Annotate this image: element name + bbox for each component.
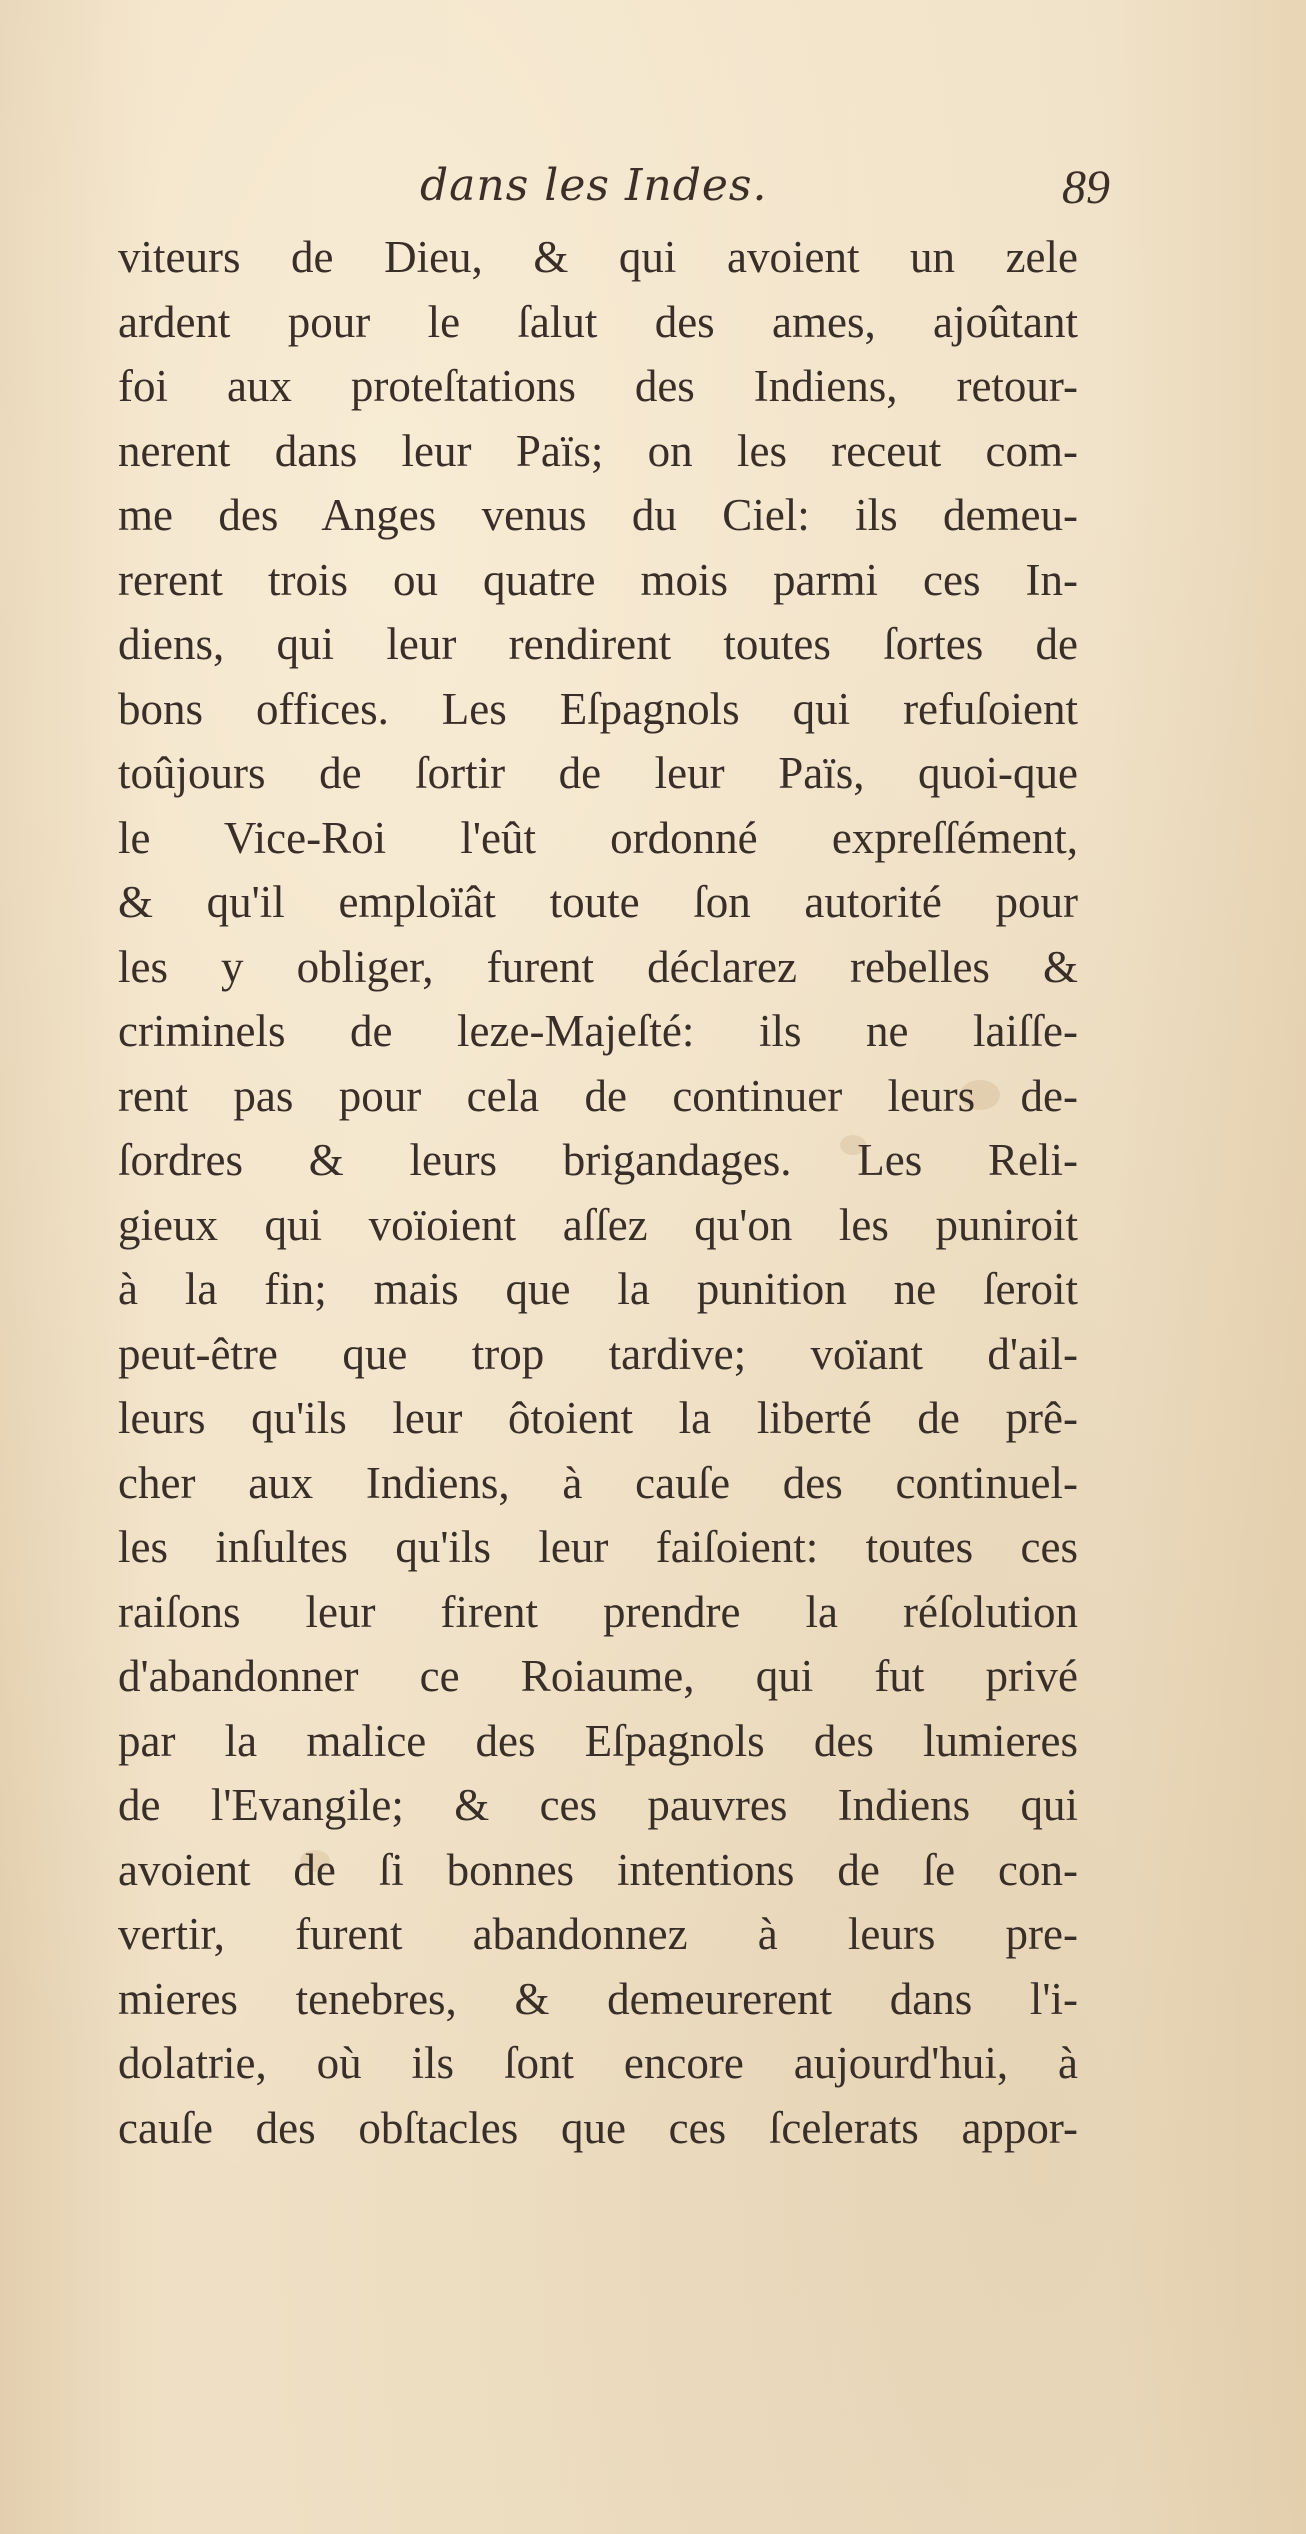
- text-line: avoient de ſi bonnes intentions de ſe con-: [118, 1844, 1078, 1895]
- text-line: rerent trois ou quatre mois parmi ces In-: [118, 554, 1078, 605]
- text-line: les inſultes qu'ils leur faiſoient: toutes ces: [118, 1522, 1078, 1572]
- text-line: les y obliger, furent déclarez rebelles &: [118, 941, 1078, 992]
- text-line: cher aux Indiens, à cauſe des continuel-: [118, 1457, 1078, 1508]
- text-line: foi aux proteſtations des Indiens, retour-: [118, 361, 1078, 411]
- text-line: raiſons leur firent prendre la réſolution: [118, 1586, 1078, 1637]
- text-line: toûjours de ſortir de leur Païs, quoi-que: [118, 748, 1078, 798]
- text-line: viteurs de Dieu, & qui avoient un zele: [118, 232, 1078, 282]
- text-line: nerent dans leur Païs; on les receut com-: [118, 425, 1078, 476]
- page-header: [120, 160, 1110, 220]
- text-line: dolatrie, où ils ſont encore aujourd'hui, à: [118, 2038, 1078, 2088]
- text-line: mieres tenebres, & demeurerent dans l'i-: [118, 1973, 1078, 2024]
- text-line: cauſe des obſtacles que ces ſcelerats appor-: [118, 2102, 1078, 2153]
- text-line: peut-être que trop tardive; voïant d'ail-: [118, 1328, 1078, 1379]
- text-line: vertir, furent abandonnez à leurs pre-: [118, 1909, 1078, 1959]
- page-number: 89: [1062, 161, 1110, 214]
- text-line: bons offices. Les Eſpagnols qui refuſoient: [118, 683, 1078, 734]
- text-line: gieux qui voïoient aſſez qu'on les puniroit: [118, 1199, 1078, 1250]
- text-line: diens, qui leur rendirent toutes ſortes de: [118, 619, 1078, 669]
- text-line: & qu'il emploïât toute ſon autorité pour: [118, 877, 1078, 927]
- body-text: [118, 225, 1078, 2160]
- text-line: de l'Evangile; & ces pauvres Indiens qui: [118, 1780, 1078, 1830]
- text-line: par la malice des Eſpagnols des lumieres: [118, 1715, 1078, 1766]
- text-line: ſordres & leurs brigandages. Les Reli-: [118, 1135, 1078, 1185]
- text-line: criminels de leze-Majeſté: ils ne laiſſe-: [118, 1006, 1078, 1056]
- text-line: me des Anges venus du Ciel: ils demeu-: [118, 490, 1078, 540]
- text-line: leurs qu'ils leur ôtoient la liberté de prê-: [118, 1393, 1078, 1443]
- text-line: à la fin; mais que la punition ne ſeroit: [118, 1264, 1078, 1314]
- running-title: dans les Indes.: [420, 160, 768, 211]
- text-line: d'abandonner ce Roiaume, qui fut privé: [118, 1651, 1078, 1701]
- text-line: le Vice-Roi l'eût ordonné expreſſément,: [118, 812, 1078, 863]
- text-line: ardent pour le ſalut des ames, ajoûtant: [118, 296, 1078, 347]
- text-line: rent pas pour cela de continuer leurs de-: [118, 1070, 1078, 1121]
